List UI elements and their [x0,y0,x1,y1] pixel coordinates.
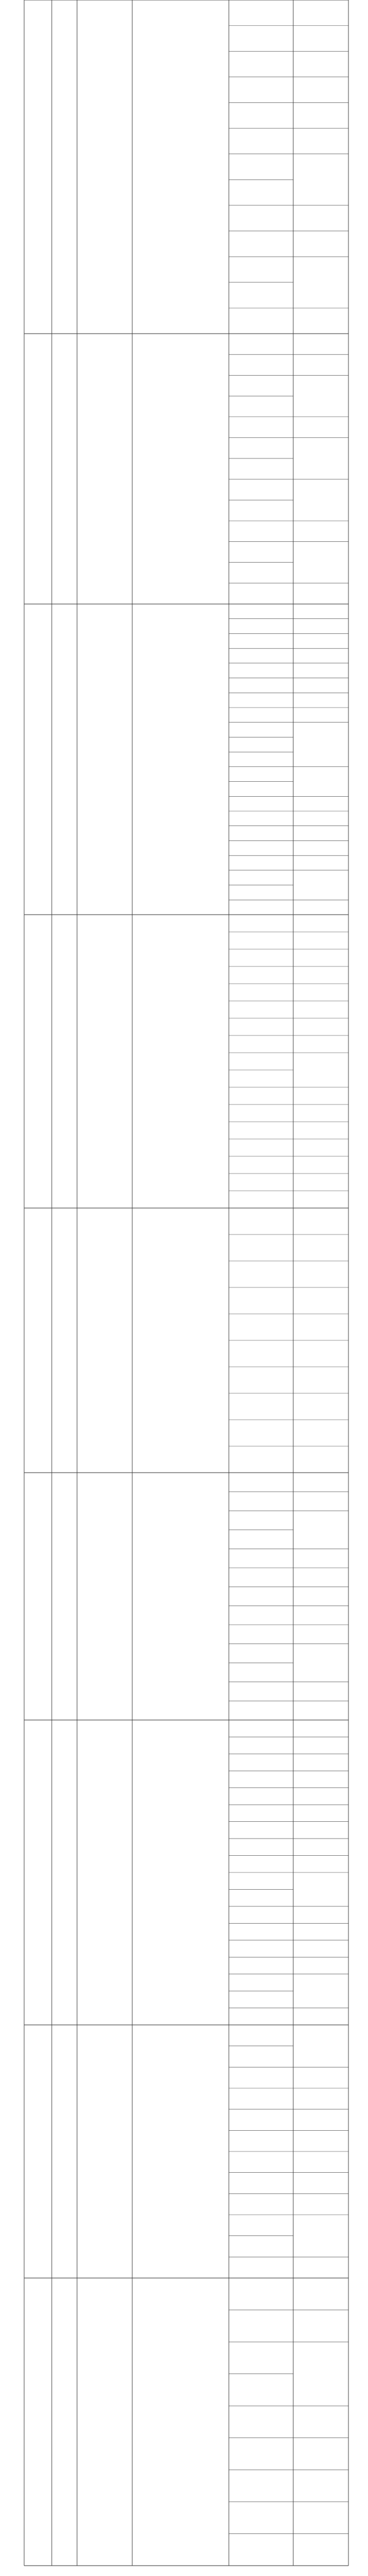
row-number [24,2025,52,2278]
city-cell [52,2025,77,2278]
equipment-cell [229,796,293,811]
equipment-cell [229,2438,293,2470]
measure-cell [293,619,348,634]
equipment-cell [229,604,293,619]
measure-cell [293,354,348,375]
measure-cell [293,840,348,855]
equipment-cell [229,2374,293,2406]
equipment-cell [229,2502,293,2534]
equipment-cell [229,619,293,634]
equipment-cell [229,2310,293,2342]
equipment-cell [229,737,293,752]
measure-cell [293,2151,348,2173]
equipment-cell [229,1839,293,1855]
equipment-cell [229,1701,293,1720]
equipment-cell [229,2533,293,2566]
measure-cell [293,521,348,541]
measure-cell [293,915,348,932]
equipment-cell [229,2342,293,2374]
equipment-cell [229,693,293,708]
measure-cell [293,2257,348,2278]
measure-cell [293,826,348,841]
equipment-cell [229,1606,293,1625]
measure-cell [293,648,348,663]
measure-cell [293,1701,348,1720]
equipment-cell [229,723,293,737]
measure-cell [293,583,348,604]
equipment-cell [229,1872,293,1889]
measure-cell [293,1001,348,1018]
city-cell [52,2278,77,2566]
equipment-cell [229,1549,293,1568]
city-cell [52,1208,77,1473]
measure-cell [293,1053,348,1087]
measure-cell [293,154,348,205]
equipment-cell [229,1805,293,1821]
equipment-cell [229,1122,293,1139]
equipment-cell [229,648,293,663]
equipment-cell [229,2470,293,2502]
measure-cell [293,77,348,103]
equipment-cell [229,1663,293,1682]
equipment-cell [229,1682,293,1701]
measure-cell [293,1682,348,1701]
measure-cell [293,1420,348,1446]
equipment-cell [229,396,293,416]
measure-cell [293,723,348,767]
equipment-cell [229,26,293,52]
equipment-cell [229,708,293,723]
measure-cell [293,1367,348,1393]
measure-cell [293,1156,348,1174]
measure-cell [293,1174,348,1191]
grade-cell [77,1208,132,1473]
measure-cell [293,2533,348,2566]
measure-cell [293,1446,348,1473]
equipment-cell [229,154,293,180]
equipment-cell [229,500,293,521]
equipment-cell [229,282,293,308]
measure-cell [293,1208,348,1235]
measure-cell [293,128,348,154]
equipment-cell [229,1644,293,1663]
equipment-cell [229,663,293,678]
equipment-cell [229,205,293,231]
measure-cell [293,767,348,796]
measure-cell [293,1235,348,1261]
measure-cell [293,633,348,648]
measure-cell [293,1191,348,1208]
company-cell [132,0,229,334]
measure-cell [293,1906,348,1923]
city-cell [52,915,77,1208]
measure-cell [293,2215,348,2257]
city-cell [52,604,77,915]
measure-cell [293,1018,348,1035]
measure-cell [293,708,348,723]
grade-cell [77,2278,132,2566]
measure-cell [293,542,348,583]
equipment-cell [229,1174,293,1191]
measure-cell [293,1872,348,1906]
measure-cell [293,900,348,915]
equipment-cell [229,1991,293,2008]
equipment-cell [229,752,293,767]
equipment-cell [229,826,293,841]
equipment-cell [229,1420,293,1446]
equipment-cell [229,678,293,693]
measure-cell [293,2025,348,2067]
measure-cell [293,0,348,26]
measure-cell [293,1393,348,1420]
equipment-cell [229,1473,293,1492]
equipment-cell [229,1446,293,1473]
equipment-cell [229,1906,293,1923]
measure-cell [293,855,348,870]
city-cell [52,1720,77,2025]
measure-cell [293,375,348,416]
measure-cell [293,417,348,438]
equipment-cell [229,1974,293,1991]
equipment-cell [229,1856,293,1872]
grade-cell [77,604,132,915]
company-cell [132,1208,229,1473]
grade-cell [77,334,132,604]
equipment-cell [229,1070,293,1087]
measure-cell [293,2470,348,2502]
equipment-cell [229,257,293,282]
equipment-cell [229,375,293,396]
measure-cell [293,257,348,308]
measure-cell [293,2067,348,2088]
measure-cell [293,984,348,1001]
measure-cell [293,949,348,966]
grade-cell [77,2025,132,2278]
equipment-cell [229,334,293,354]
city-cell [52,334,77,604]
measure-cell [293,1568,348,1587]
equipment-cell [229,1771,293,1787]
equipment-cell [229,2406,293,2438]
measure-cell [293,102,348,128]
equipment-cell [229,1340,293,1367]
equipment-cell [229,2173,293,2194]
measure-cell [293,1644,348,1682]
measure-cell [293,1549,348,1568]
measure-cell [293,1492,348,1511]
equipment-cell [229,1957,293,1974]
equipment-cell [229,2088,293,2109]
company-cell [132,334,229,604]
company-cell [132,915,229,1208]
measure-cell [293,2406,348,2438]
measure-cell [293,26,348,52]
equipment-cell [229,2067,293,2088]
measure-cell [293,1839,348,1855]
equipment-cell [229,1393,293,1420]
measure-cell [293,678,348,693]
measure-cell [293,1606,348,1625]
measure-cell [293,1104,348,1122]
city-cell [52,1473,77,1720]
equipment-cell [229,128,293,154]
measure-cell [293,811,348,826]
measure-cell [293,2130,348,2151]
equipment-cell [229,458,293,479]
row-number [24,2278,52,2566]
measure-cell [293,1035,348,1053]
equipment-cell [229,1235,293,1261]
row-number [24,915,52,1208]
equipment-cell [229,1053,293,1070]
equipment-cell [229,1511,293,1530]
equipment-cell [229,1139,293,1156]
measure-cell [293,2342,348,2406]
measure-cell [293,1587,348,1606]
measure-cell [293,1940,348,1957]
equipment-cell [229,583,293,604]
measure-cell [293,1314,348,1340]
measure-cell [293,870,348,900]
measure-cell [293,1087,348,1104]
measure-cell [293,1805,348,1821]
measure-cell [293,479,348,521]
measure-cell [293,1340,348,1367]
equipment-cell [229,915,293,932]
equipment-cell [229,1104,293,1122]
equipment-cell [229,2109,293,2131]
measure-cell [293,1737,348,1753]
grade-cell [77,1720,132,2025]
equipment-cell [229,840,293,855]
equipment-cell [229,932,293,949]
equipment-cell [229,1754,293,1771]
equipment-cell [229,1191,293,1208]
measure-cell [293,1287,348,1314]
equipment-cell [229,51,293,77]
equipment-cell [229,633,293,648]
company-cell [132,2025,229,2278]
equipment-cell [229,1625,293,1644]
measure-cell [293,1771,348,1787]
measure-cell [293,334,348,354]
equipment-cell [229,2215,293,2236]
equipment-cell [229,1001,293,1018]
measure-cell [293,1473,348,1492]
equipment-cell [229,1530,293,1549]
measure-cell [293,308,348,334]
row-number [24,1473,52,1720]
equipment-cell [229,900,293,915]
measure-cell [293,51,348,77]
measure-cell [293,1957,348,1974]
equipment-cell [229,521,293,541]
measure-cell [293,2310,348,2342]
equipment-cell [229,231,293,257]
equipment-cell [229,885,293,900]
measure-cell [293,604,348,619]
measure-cell [293,1754,348,1771]
equipment-cell [229,2151,293,2173]
measure-cell [293,1139,348,1156]
measure-cell [293,2193,348,2215]
equipment-cell [229,2193,293,2215]
equipment-cell [229,354,293,375]
equipment-cell [229,77,293,103]
equipment-cell [229,2008,293,2025]
measure-cell [293,1720,348,1737]
company-cell [132,2278,229,2566]
measure-cell [293,796,348,811]
row-number [24,1208,52,1473]
equipment-cell [229,438,293,458]
equipment-cell [229,1018,293,1035]
measure-cell [293,2278,348,2310]
row-number [24,604,52,915]
equipment-cell [229,417,293,438]
equipment-cell [229,0,293,26]
row-number [24,1720,52,2025]
measure-cell [293,1122,348,1139]
measure-cell [293,438,348,479]
equipment-cell [229,1314,293,1340]
measure-cell [293,932,348,949]
row-number [24,334,52,604]
equipment-cell [229,2236,293,2257]
equipment-cell [229,1889,293,1906]
measure-cell [293,2438,348,2470]
measure-cell [293,1822,348,1839]
measure-cell [293,2109,348,2131]
equipment-cell [229,855,293,870]
company-cell [132,604,229,915]
grade-cell [77,0,132,334]
measure-cell [293,2088,348,2109]
equipment-cell [229,782,293,797]
measure-cell [293,1974,348,2008]
equipment-cell [229,984,293,1001]
company-cell [132,1473,229,1720]
equipment-cell [229,1788,293,1805]
equipment-cell [229,308,293,334]
measure-cell [293,663,348,678]
equipment-cell [229,179,293,205]
equipment-cell [229,811,293,826]
equipment-cell [229,767,293,782]
equipment-cell [229,2025,293,2046]
row-number [24,0,52,334]
measure-cell [293,693,348,708]
measure-cell [293,2502,348,2534]
grade-cell [77,1473,132,1720]
measure-cell [293,1511,348,1549]
equipment-cell [229,1035,293,1053]
equipment-cell [229,1568,293,1587]
measure-cell [293,1788,348,1805]
equipment-cell [229,1208,293,1235]
equipment-cell [229,966,293,984]
equipment-cell [229,1923,293,1940]
measure-cell [293,205,348,231]
equipment-cell [229,2046,293,2067]
equipment-cell [229,2257,293,2278]
equipment-cell [229,1287,293,1314]
equipment-cell [229,563,293,583]
equipment-cell [229,1261,293,1287]
measure-cell [293,2173,348,2194]
equipment-cell [229,1587,293,1606]
measure-cell [293,966,348,984]
equipment-cell [229,102,293,128]
measure-cell [293,2008,348,2025]
measure-cell [293,1625,348,1644]
measure-cell [293,1261,348,1287]
equipment-cell [229,479,293,500]
equipment-cell [229,2130,293,2151]
measure-cell [293,1856,348,1872]
equipment-cell [229,542,293,563]
measure-cell [293,231,348,257]
equipment-cell [229,1737,293,1753]
equipment-cell [229,1720,293,1737]
equipment-cell [229,1087,293,1104]
equipment-cell [229,1492,293,1511]
equipment-cell [229,1367,293,1393]
city-cell [52,0,77,334]
equipment-cell [229,870,293,885]
equipment-cell [229,1822,293,1839]
measure-cell [293,1923,348,1940]
equipment-cell [229,2278,293,2310]
equipment-cell [229,1156,293,1174]
equipment-cell [229,949,293,966]
equipment-cell [229,1940,293,1957]
grade-cell [77,915,132,1208]
company-cell [132,1720,229,2025]
